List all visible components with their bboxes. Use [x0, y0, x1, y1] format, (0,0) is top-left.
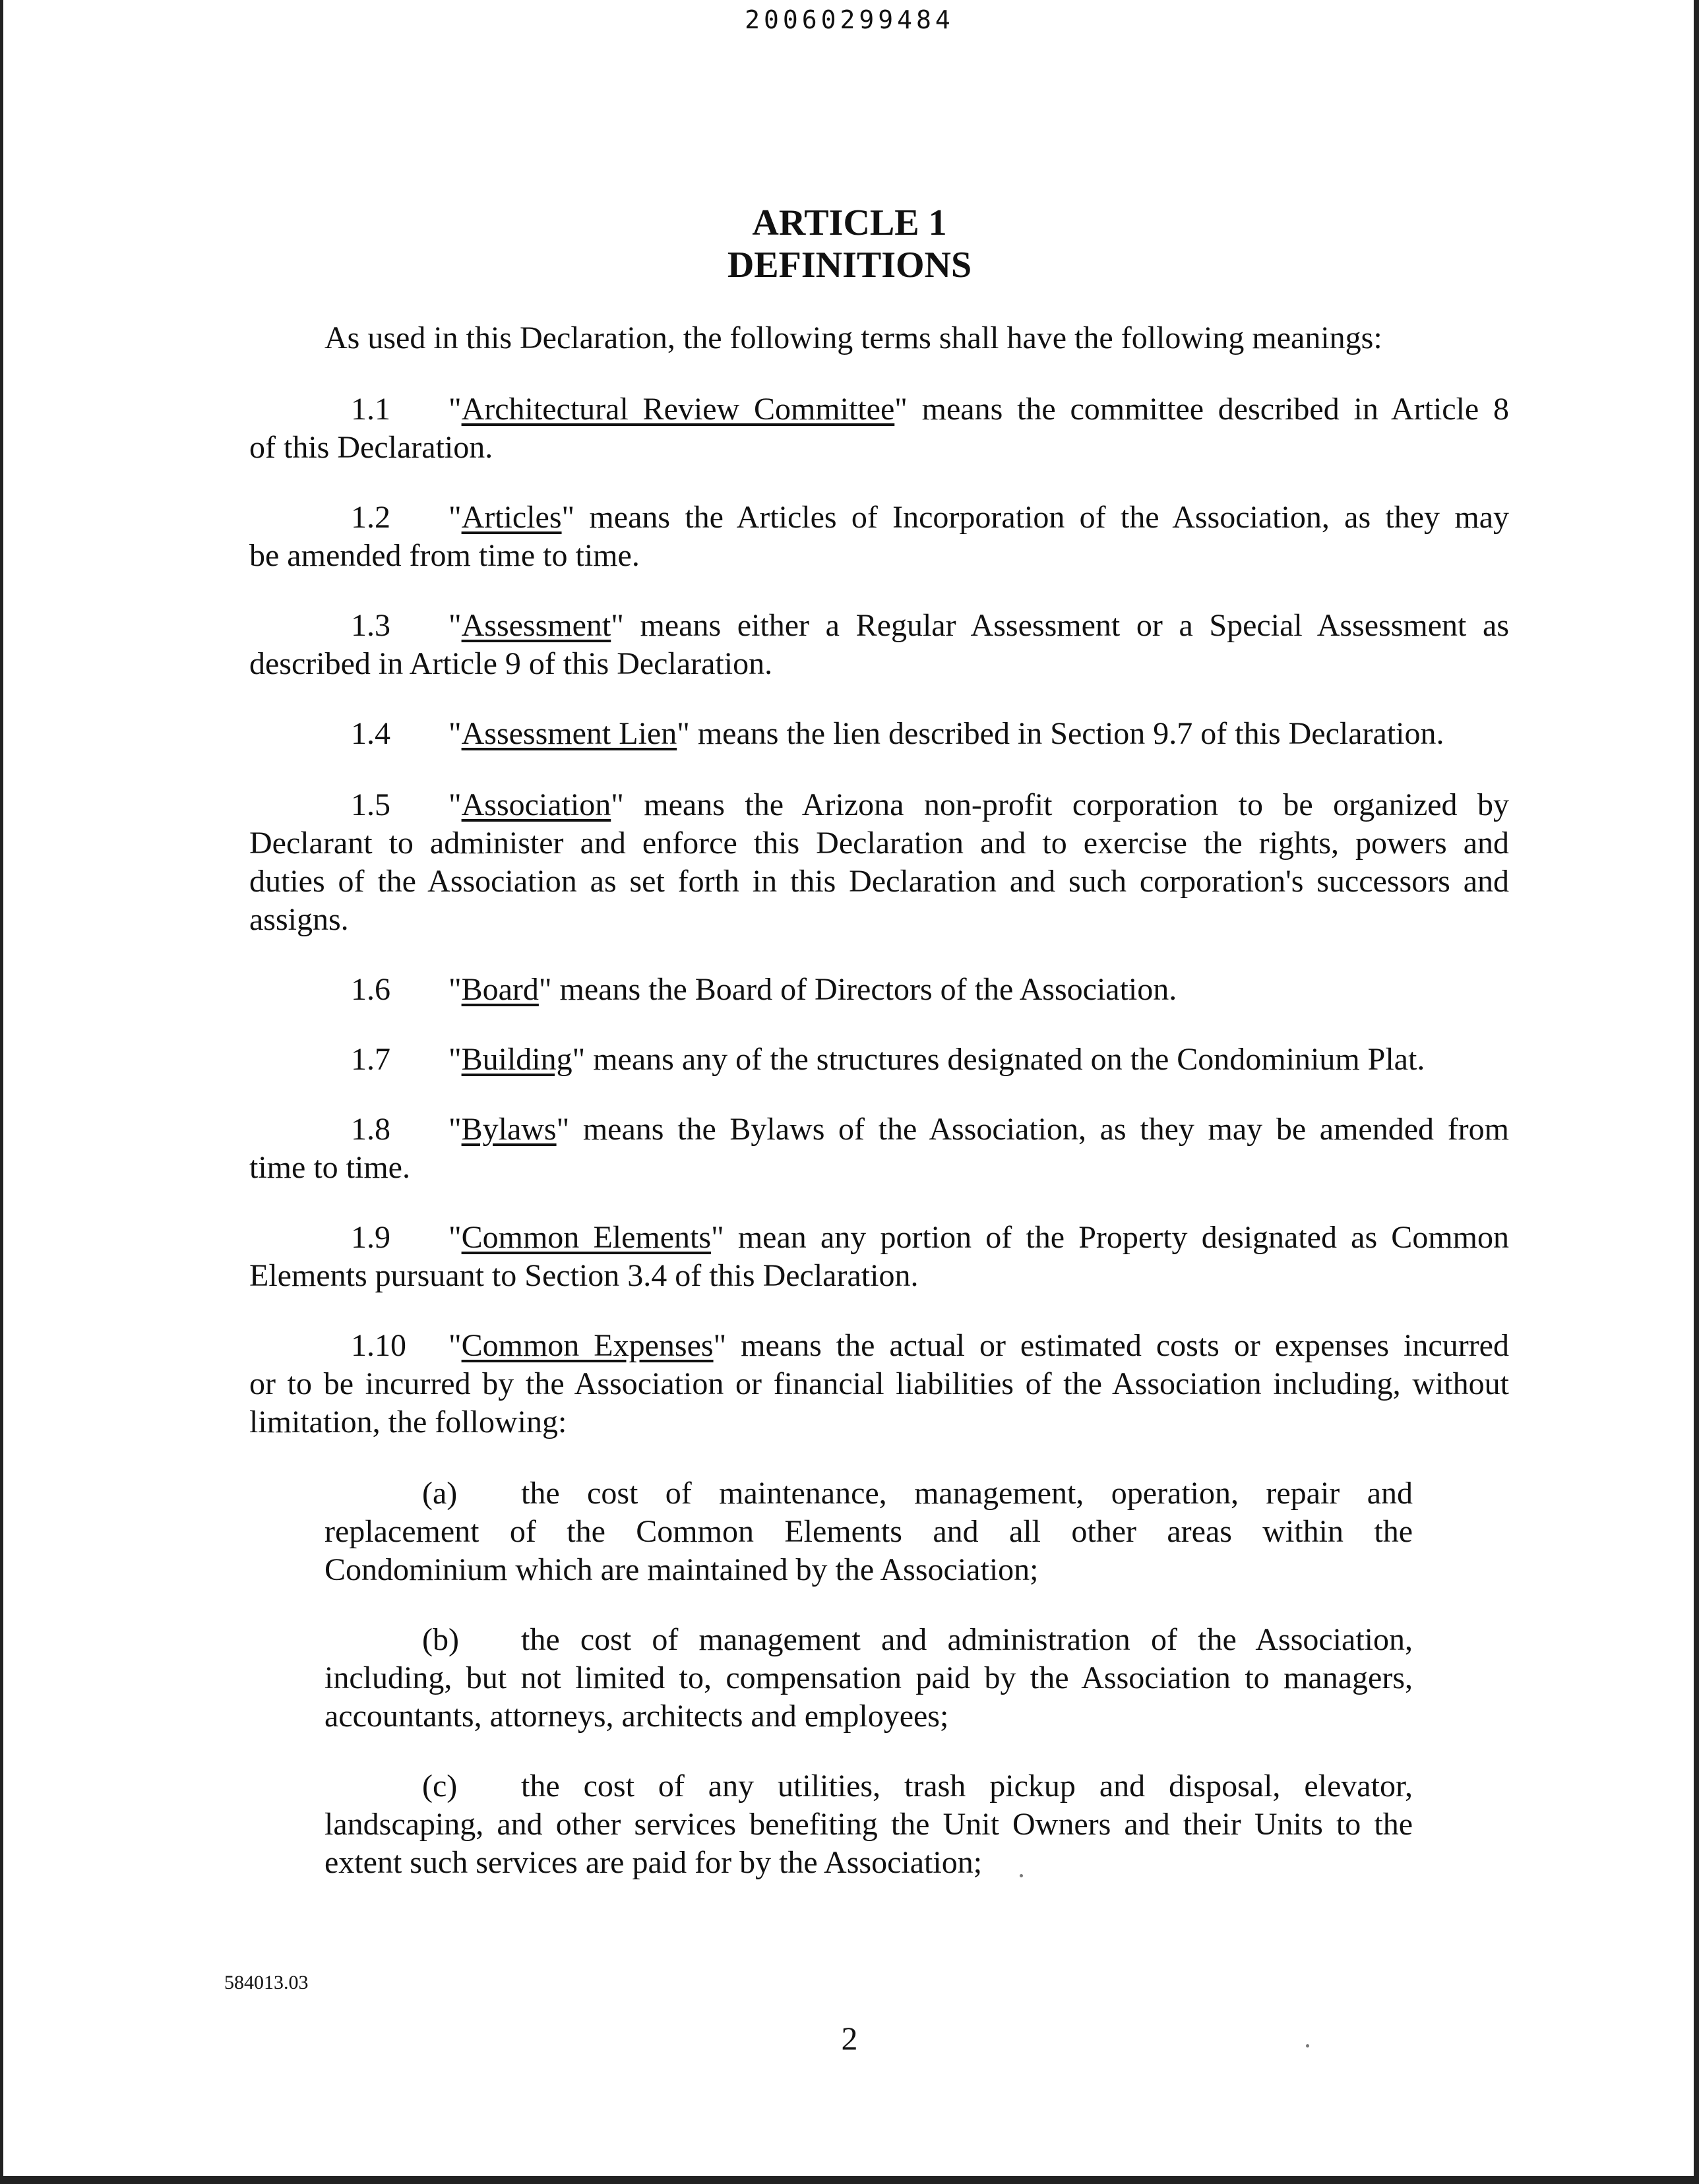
subitem-label: (c) [422, 1769, 458, 1804]
definition-first-line: "Architectural Review Committee" means the committee described in Article 8 [448, 392, 1509, 427]
article-subtitle: DEFINITIONS [727, 245, 972, 286]
definition-first-line: "Assessment" means either a Regular Assessment or a Special Assessment as [448, 608, 1509, 643]
footer-document-id: 584013.03 [224, 1972, 309, 1993]
definition-continuation: or to be incurred by the Association or financial liabilities of the Association including, without [249, 1366, 1509, 1401]
definition-number: 1.2 [351, 500, 390, 535]
definition-first-line: "Assessment Lien" means the lien described in Section 9.7 of this Declaration. [448, 716, 1444, 751]
scan-edge-bottom [0, 2176, 1699, 2184]
defined-term: Articles [461, 500, 562, 535]
defined-term: Bylaws [461, 1112, 557, 1147]
definition-continuation: Declarant to administer and enforce this Declaration and to exercise the rights, powers and [249, 826, 1509, 861]
subitem-line: extent such services are paid for by the Association; [324, 1845, 983, 1880]
definition-continuation: be amended from time to time. [249, 538, 640, 573]
definition-number: 1.1 [351, 392, 390, 427]
definition-continuation: Elements pursuant to Section 3.4 of this Declaration. [249, 1258, 919, 1293]
subitem-line: landscaping, and other services benefiting the Unit Owners and their Units to the [324, 1807, 1413, 1842]
subitem-line: replacement of the Common Elements and all other areas within the [324, 1514, 1413, 1549]
defined-term: Common Elements [461, 1220, 712, 1255]
definition-number: 1.10 [351, 1328, 406, 1363]
definition-first-line: "Association" means the Arizona non-profit corporation to be organized by [448, 787, 1509, 822]
definition-continuation: described in Article 9 of this Declaration. [249, 646, 773, 681]
definition-number: 1.3 [351, 608, 390, 643]
defined-term: Association [461, 787, 611, 822]
recording-number: 20060299484 [745, 5, 954, 34]
definition-first-line: "Board" means the Board of Directors of the Association. [448, 972, 1177, 1007]
subitem-line: the cost of any utilities, trash pickup and disposal, elevator, [521, 1769, 1413, 1804]
defined-term: Common Expenses [461, 1328, 714, 1363]
definition-continuation: time to time. [249, 1150, 410, 1185]
definition-first-line: "Articles" means the Articles of Incorporation of the Association, as they may [448, 500, 1509, 535]
definition-continuation: duties of the Association as set forth in this Declaration and such corporation's successors and [249, 864, 1509, 899]
definition-number: 1.4 [351, 716, 390, 751]
definition-first-line: "Common Expenses" means the actual or estimated costs or expenses incurred [448, 1328, 1509, 1363]
page-number: 2 [841, 2020, 858, 2057]
defined-term: Assessment [461, 608, 611, 643]
scan-edge-left [0, 0, 3, 2184]
subitem-line: including, but not limited to, compensation paid by the Association to managers, [324, 1660, 1413, 1695]
definition-number: 1.8 [351, 1112, 390, 1147]
definition-number: 1.7 [351, 1042, 390, 1077]
definition-number: 1.6 [351, 972, 390, 1007]
scan-edge-right [1694, 0, 1699, 2184]
defined-term: Assessment Lien [461, 716, 677, 751]
subitem-line: accountants, attorneys, architects and employees; [324, 1699, 949, 1734]
defined-term: Building [461, 1042, 572, 1077]
article-title: ARTICLE 1 [752, 202, 947, 243]
definition-first-line: "Common Elements" mean any portion of the Property designated as Common [448, 1220, 1509, 1255]
subitem-line: the cost of maintenance, management, operation, repair and [521, 1476, 1413, 1511]
definition-continuation: assigns. [249, 902, 349, 937]
intro-paragraph: As used in this Declaration, the following terms shall have the following meanings: [324, 320, 1382, 355]
definition-first-line: "Building" means any of the structures designated on the Condominium Plat. [448, 1042, 1425, 1077]
definition-continuation: of this Declaration. [249, 430, 493, 465]
definition-number: 1.5 [351, 787, 390, 822]
definition-continuation: limitation, the following: [249, 1405, 567, 1440]
defined-term: Board [461, 972, 539, 1007]
subitem-label: (a) [422, 1476, 458, 1511]
subitem-line: Condominium which are maintained by the Association; [324, 1552, 1039, 1587]
definition-number: 1.9 [351, 1220, 390, 1255]
defined-term: Architectural Review Committee [461, 392, 895, 427]
subitem-line: the cost of management and administration of the Association, [521, 1622, 1413, 1657]
definition-first-line: "Bylaws" means the Bylaws of the Association, as they may be amended from [448, 1112, 1509, 1147]
scan-speck [1020, 1874, 1023, 1877]
subitem-label: (b) [422, 1622, 459, 1657]
